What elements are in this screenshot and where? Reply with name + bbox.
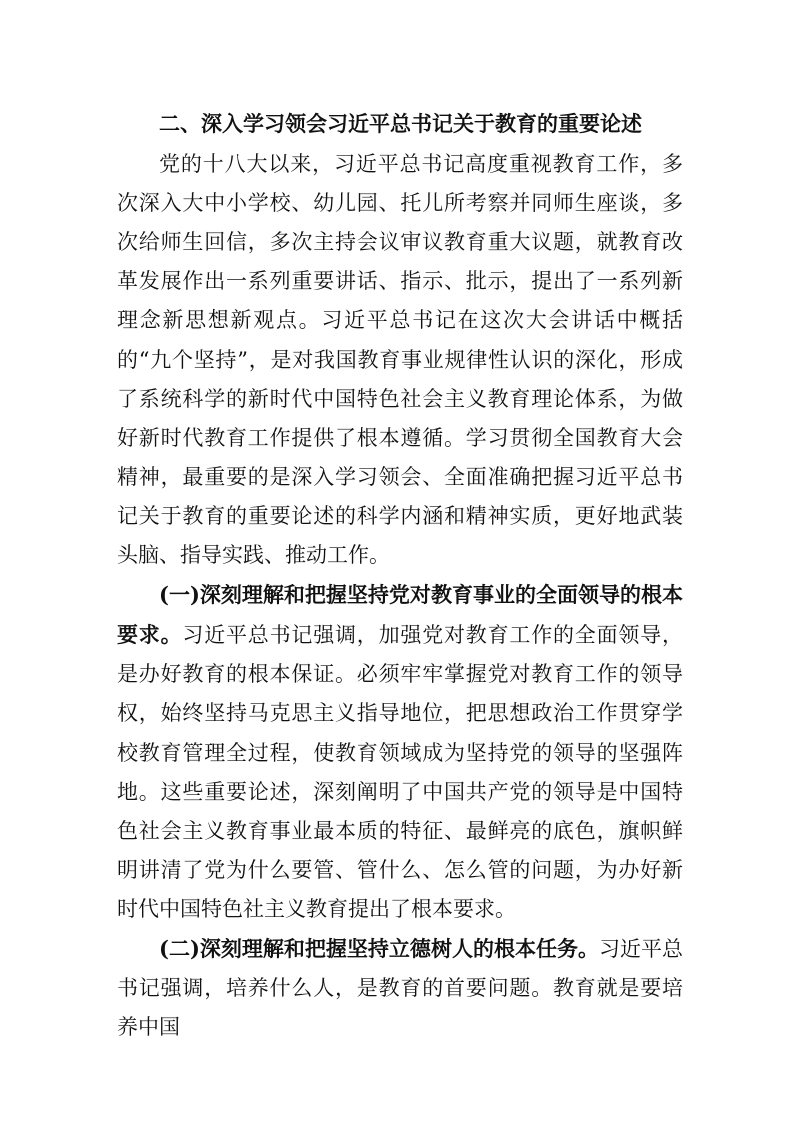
paragraph-moral-education — [117, 929, 683, 1047]
section-heading: 二、深入学习领会习近平总书记关于教育的重要论述 — [159, 112, 642, 136]
paragraph-text: 党的十八大以来，习近平总书记高度重视教育工作，多次深入大中小学校、幼儿园、托儿所考察并同师生座谈，多次给师生回信，多次主持会议审议教育重大议题，就教育改革发展作出一系列重要讲话、指示、批示，提出了一系列新理念新思想新观点。习近平总书记在这次大会讲话中概括的“九个坚持”，是对我国教育事业规律性认识的深化，形成了系统科学的新时代中国特色社会主义教育理论体系，为做好新时代教育工作提供了根本遵循。学习贯彻全国教育大会精神，最重要的是深入学习领会、全面准确把握习近平总书记关于教育的重要论述的科学内涵和精神实质，更好地武装头脑、指导实践、推动工作。 — [117, 152, 683, 568]
paragraph-party-leadership — [117, 575, 683, 929]
paragraph-lead: (二)深刻理解和把握坚持立德树人的根本任务。 — [159, 935, 599, 961]
paragraph-intro — [117, 144, 683, 575]
paragraph-lead: (一)深刻理解和把握坚持党对教育事业的全面领导的根本要求。 — [117, 582, 683, 648]
document-body — [117, 105, 683, 1047]
paragraph-text: 习近平总书记强调，培养什么人，是教育的首要问题。教育就是要培养中国 — [117, 936, 683, 1040]
paragraph-text: 习近平总书记强调，加强党对教育工作的全面领导，是办好教育的根本保证。必须牢牢掌握党对教育工作的领导权，始终坚持马克思主义指导地位，把思想政治工作贯穿学校教育管理全过程，使教育领域成为坚持党的领导的坚强阵地。这些重要论述，深刻阐明了中国共产党的领导是中国特色社会主义教育事业最本质的特征、最鲜亮的底色，旗帜鲜明讲清了党为什么要管、管什么、怎么管的问题，为办好新时代中国特色社主义教育提出了根本要求。 — [117, 623, 684, 921]
